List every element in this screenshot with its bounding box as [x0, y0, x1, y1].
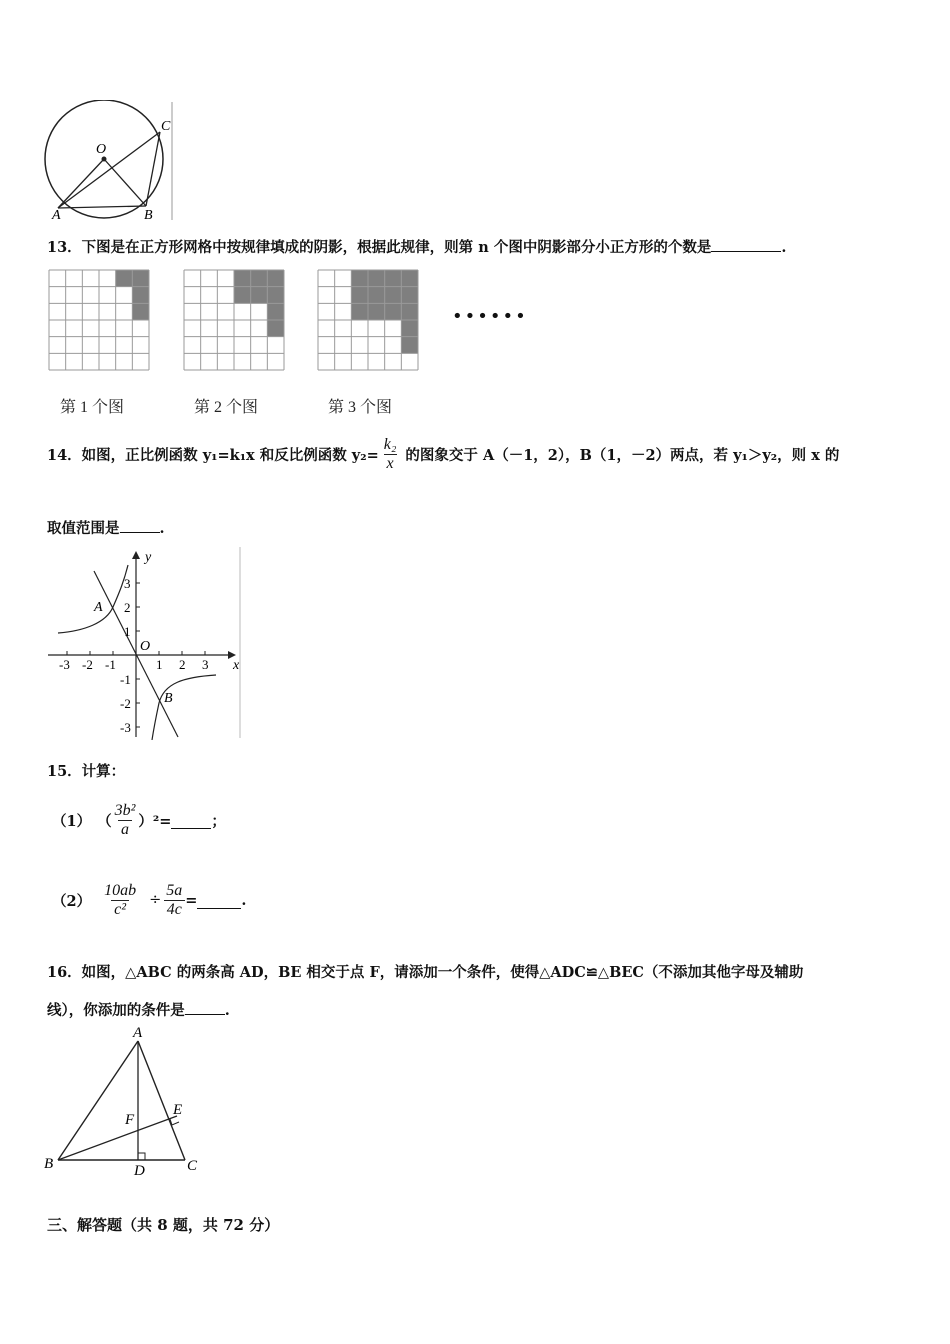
label-a: A [133, 1025, 143, 1041]
label-c: C [161, 119, 171, 134]
grid-pattern-1 [47, 268, 151, 372]
q14-blank [120, 519, 160, 533]
segment-ab [58, 206, 146, 208]
x-tick-label: 2 [179, 657, 186, 672]
y-tick-label: -3 [120, 720, 131, 735]
label-e: E [173, 1102, 183, 1118]
y-tick-label: 2 [124, 600, 131, 615]
q14-suffix: 的图象交于 A（－1，2），B（1，－2）两点，若 y₁＞y₂，则 x 的 [405, 446, 840, 464]
q15-part2-fraction1 [101, 882, 139, 919]
q15-part1-fraction [112, 802, 139, 839]
q15-part2-den2: 4c [164, 900, 185, 919]
q15-part1-end: ； [211, 812, 226, 830]
label-b: B [144, 208, 153, 222]
right-angle-e [170, 1119, 179, 1125]
segment-ac [58, 132, 160, 208]
q16-line2 [47, 999, 230, 1020]
continuation-dots: •••••• [452, 306, 528, 327]
origin-label: O [140, 639, 151, 654]
x-tick-label: -2 [82, 657, 93, 672]
q15-title: 15．计算： [47, 763, 126, 780]
q15-part1-den: a [118, 820, 132, 839]
label-b: B [44, 1156, 54, 1172]
center-point [102, 157, 107, 162]
q13-end: . [781, 239, 787, 256]
caption-figure-2: 第 2 个图 [194, 399, 259, 416]
y-axis-label: y [145, 550, 152, 565]
q15-part2-den1: c² [111, 900, 129, 919]
x-tick-label: -3 [59, 657, 70, 672]
q16-line2-text: 线），你添加的条件是 [47, 1002, 185, 1019]
q15-part2 [52, 873, 246, 927]
q13-text [47, 236, 786, 257]
q14-frac-den: x [384, 454, 397, 473]
hyperbola-branch-left [58, 565, 128, 633]
q14-frac-num: k₂ [383, 435, 397, 453]
q15-part1-close: ）²= [138, 812, 172, 830]
q15-part2-blank [197, 895, 241, 909]
q15-part2-eq: = [185, 891, 198, 909]
q15-part1-open: （ [97, 812, 112, 830]
q16-end: . [224, 1002, 230, 1019]
label-f: F [125, 1112, 135, 1128]
y-tick-label: 3 [124, 576, 131, 591]
x-axis-label: x [233, 658, 240, 673]
circle-figure [40, 100, 180, 222]
triangle-figure [40, 1025, 210, 1177]
q13-blank [711, 238, 781, 252]
x-tick-label: 1 [156, 657, 163, 672]
q15-part1 [52, 793, 226, 847]
q13-statement: 13．下图是在正方形网格中按规律填成的阴影，根据此规律，则第 n 个图中阴影部分小正方形的个数是 [47, 239, 712, 256]
q15-part2-op: ÷ [149, 892, 162, 908]
hyperbola-branch-right [152, 675, 216, 740]
q15-part2-num2: 5a [166, 881, 183, 899]
y-tick-label: 1 [124, 624, 131, 639]
y-tick-label: -1 [120, 672, 131, 687]
q15-part2-num1: 10ab [104, 881, 137, 899]
label-a: A [52, 208, 61, 222]
q15-part1-blank [171, 815, 211, 829]
caption-figure-1: 第 1 个图 [60, 399, 125, 416]
q14-line1 [47, 428, 839, 480]
section-heading: 三、解答题（共 8 题，共 72 分） [47, 1216, 280, 1234]
label-d: D [134, 1163, 145, 1177]
grid-pattern-2 [182, 268, 286, 372]
segment-oa [58, 159, 104, 208]
q14-end: . [159, 520, 165, 537]
side-ac [138, 1041, 185, 1160]
label-c: C [187, 1158, 198, 1174]
point-a-label: A [94, 600, 103, 615]
label-o: O [96, 142, 107, 157]
segment-ob [104, 159, 146, 206]
grid-pattern-3 [316, 268, 420, 372]
altitude-be [58, 1116, 177, 1160]
q15-part2-end: . [241, 891, 247, 909]
q16-blank [185, 1001, 225, 1015]
q14-line2-text: 取值范围是 [47, 520, 120, 537]
q15-part1-num: 3b² [114, 801, 136, 819]
q15-part1-label: （1） [52, 812, 92, 830]
point-b-label: B [164, 691, 173, 706]
q15-part2-label: （2） [52, 892, 92, 910]
q14-line2 [47, 517, 165, 538]
q16-line1: 16．如图，△ABC 的两条高 AD，BE 相交于点 F，请添加一个条件，使得△ADC≌△BEC（不添加其他字母及辅助 [47, 964, 804, 981]
x-tick-label: 3 [202, 657, 209, 672]
q15-part2-fraction2 [163, 882, 185, 919]
y-axis-arrow [132, 551, 140, 559]
side-ab [58, 1041, 138, 1160]
x-tick-label: -1 [105, 657, 116, 672]
q14-fraction [381, 436, 400, 473]
q14-prefix: 14．如图，正比例函数 y₁=k₁x 和反比例函数 y₂= [47, 446, 379, 464]
caption-figure-3: 第 3 个图 [328, 399, 393, 416]
segment-bc [146, 132, 160, 206]
function-graph [44, 545, 244, 740]
right-angle-d [138, 1153, 145, 1160]
y-tick-label: -2 [120, 696, 131, 711]
